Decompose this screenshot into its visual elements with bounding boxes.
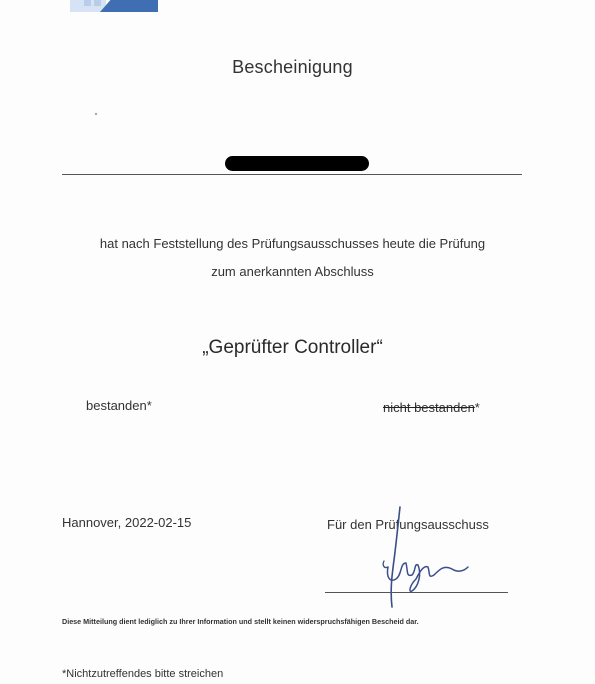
logo [70, 0, 158, 12]
place-date: Hannover, 2022-02-15 [62, 515, 192, 530]
legal-notice: Diese Mitteilung dient lediglich zu Ihrer Information und stellt keinen widerspruchsfähigen Bescheid dar. [62, 617, 419, 626]
result-not-passed-text: nicht bestanden [383, 400, 475, 415]
scan-speck [95, 113, 97, 115]
committee-label: Für den Prüfungsausschuss [327, 517, 489, 532]
result-not-passed-asterisk: * [474, 400, 480, 415]
result-passed: bestanden* [86, 398, 152, 413]
statement-line-1: hat nach Feststellung des Prüfungsausschusses heute die Prüfung [99, 236, 486, 251]
statement-line-2: zum anerkannten Abschluss [211, 264, 374, 279]
footnote: *Nichtzutreffendes bitte streichen [62, 668, 224, 680]
name-underline [62, 174, 522, 175]
signature-line [325, 592, 508, 593]
result-not-passed [383, 400, 480, 415]
degree-title: „Geprüfter Controller“ [202, 337, 383, 358]
signature-icon [360, 505, 480, 615]
document-title: Bescheinigung [232, 57, 353, 77]
redacted-name [225, 156, 369, 171]
